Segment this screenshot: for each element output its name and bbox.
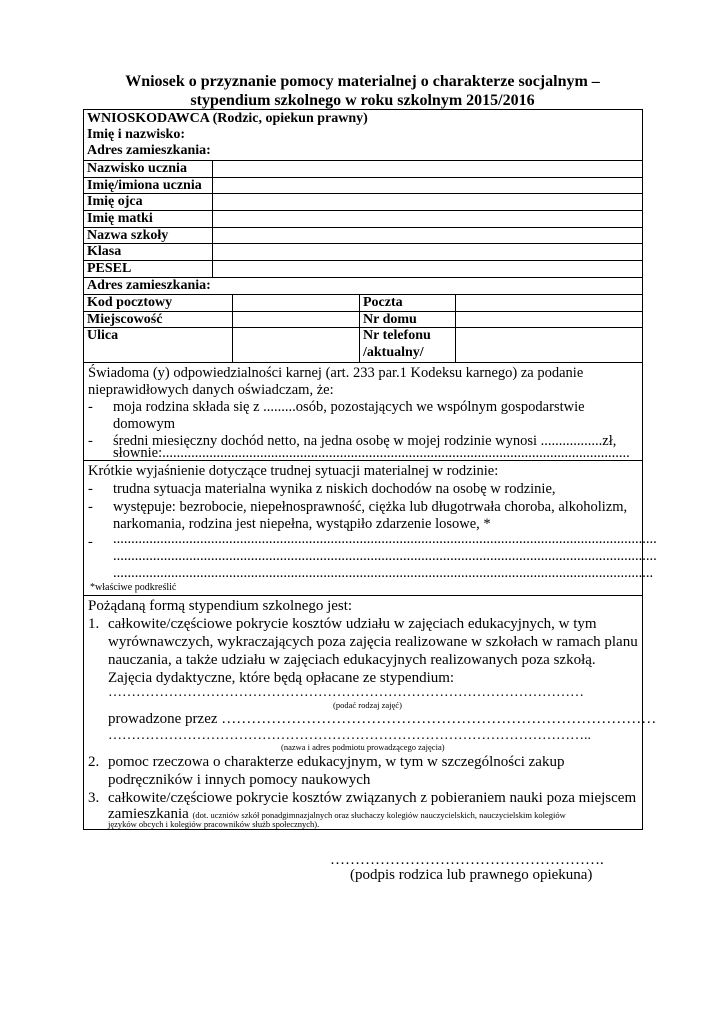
divider — [83, 362, 643, 363]
column-divider — [455, 294, 456, 362]
footnote: *właściwe podkreślić — [90, 582, 177, 593]
applicant-heading: WNIOSKODAWCA (Rodzic, opiekun prawny) — [87, 111, 368, 126]
income-line-2: słownie:................................................................................................................................. — [113, 445, 630, 461]
student-surname-label: Nazwisko ucznia — [87, 161, 187, 176]
bullet-dash: - — [88, 534, 93, 550]
column-divider — [359, 294, 360, 362]
provider-hint: (nazwa i adres podmiotu prowadzącego zajęcia) — [281, 742, 445, 752]
provider-dots: ………………………………………………………………………………………….. — [108, 728, 591, 743]
class-label: Klasa — [87, 244, 122, 259]
pesel-label: PESEL — [87, 261, 132, 276]
column-divider — [232, 294, 233, 362]
document-title — [60, 72, 665, 110]
item-3-note-1: (dot. uczniów szkół ponadgimnazjalnych oraz słuchaczy kolegiów nauczycielskich, nauczycielskim kolegiów — [192, 810, 566, 820]
item-1-line-4: Zajęcia dydaktyczne, które będą opłacane ze stypendium: — [108, 670, 455, 686]
postal-code-label: Kod pocztowy — [87, 295, 173, 310]
father-name-label: Imię ojca — [87, 194, 143, 209]
school-name-label: Nazwa szkoły — [87, 228, 169, 243]
applicant-name-label: Imię i nazwisko: — [87, 127, 185, 142]
bullet-dash: - — [88, 399, 93, 415]
item-2-number: 2. — [88, 754, 100, 770]
item-1-line-3: nauczania, a także udziału w zajęciach edukacyjnych realizowanych poza szkołą. — [108, 652, 596, 668]
conducted-by-line: prowadzone przez …………………………………………………………………………… — [108, 711, 657, 727]
city-label: Miejscowość — [87, 312, 163, 327]
declaration-line-2: nieprawidłowych danych oświadczam, że: — [88, 382, 334, 398]
applicant-address-label: Adres zamieszkania: — [87, 143, 211, 158]
family-size-line-1: moja rodzina składa się z .........osób, pozostających we wspólnym gospodarstwie — [113, 399, 585, 415]
bullet-dash: - — [88, 433, 93, 449]
divider — [83, 260, 643, 261]
item-1-line-2: wyrównawczych, wykraczających poza zajęcia realizowane w szkołach w ramach planu — [108, 634, 638, 650]
item-3-note-2: języków obcych i kolegiów pracowników służb społecznych). — [108, 819, 320, 829]
item-1-number: 1. — [88, 616, 100, 632]
title-line-1: Wniosek o przyznanie pomocy materialnej o charakterze socjalnym – — [125, 73, 600, 90]
item-2-line-1: pomoc rzeczowa o charakterze edukacyjnym, w tym w szczególności zakup — [108, 754, 565, 770]
item-3-line-1: całkowite/częściowe pokrycie kosztów związanych z pobieraniem nauki poza miejscem — [108, 790, 637, 806]
divider — [83, 210, 643, 211]
divider — [83, 595, 643, 596]
signature-dots: ………………………………………………. — [330, 852, 604, 868]
item-2-line-2: podręczników i innych pomocy naukowych — [108, 772, 371, 788]
signature-label: (podpis rodzica lub prawnego opiekuna) — [350, 867, 593, 883]
mother-name-label: Imię matki — [87, 211, 153, 226]
explanation-dots-3: ..................................................................................................................................................... — [113, 565, 654, 581]
item-1-line-1: całkowite/częściowe pokrycie kosztów udziału w zajęciach edukacyjnych, w tym — [108, 616, 597, 632]
explanation-item-2-line-2: narkomania, rodzina jest niepełna, wystąpiło zdarzenie losowe, * — [113, 516, 491, 532]
item-3-number: 3. — [88, 790, 100, 806]
post-office-label: Poczta — [363, 295, 403, 310]
address-heading: Adres zamieszkania: — [87, 278, 211, 293]
family-size-line-2: domowym — [113, 416, 176, 432]
title-line-2: stypendium szkolnego w roku szkolnym 2015/2016 — [190, 92, 535, 109]
student-first-names-label: Imię/imiona ucznia — [87, 178, 202, 193]
classes-hint: (podać rodzaj zajęć) — [333, 700, 402, 710]
explanation-heading: Krótkie wyjaśnienie dotyczące trudnej sytuacji materialnej w rodzinie: — [88, 463, 499, 479]
explanation-dots-2: ...................................................................................................................................................... — [113, 548, 657, 564]
column-divider — [212, 160, 213, 277]
classes-dots: ………………………………………………………………………………………… — [108, 685, 584, 700]
item-3-residence: zamieszkania — [108, 806, 189, 822]
explanation-dots-1: ...................................................................................................................................................... — [113, 531, 657, 547]
explanation-item-2-line-1: występuje: bezrobocie, niepełnosprawność, ciężka lub długotrwała choroba, alkoholizm, — [113, 499, 628, 515]
declaration-line-1: Świadoma (y) odpowiedzialności karnej (art. 233 par.1 Kodeksu karnego) za podanie — [88, 365, 584, 381]
house-number-label: Nr domu — [363, 312, 417, 327]
form-heading: Pożądaną formą stypendium szkolnego jest: — [88, 598, 353, 614]
street-label: Ulica — [87, 328, 119, 343]
explanation-item-1: trudna sytuacja materialna wynika z niskich dochodów na osobę w rodzinie, — [113, 481, 556, 497]
bullet-dash: - — [88, 481, 93, 497]
phone-label-line-1: Nr telefonu — [363, 328, 431, 343]
phone-label-line-2: /aktualny/ — [363, 345, 424, 360]
income-line-1: średni miesięczny dochód netto, na jedna osobę w mojej rodzinie wynosi .................zł, — [113, 433, 617, 449]
bullet-dash: - — [88, 499, 93, 515]
